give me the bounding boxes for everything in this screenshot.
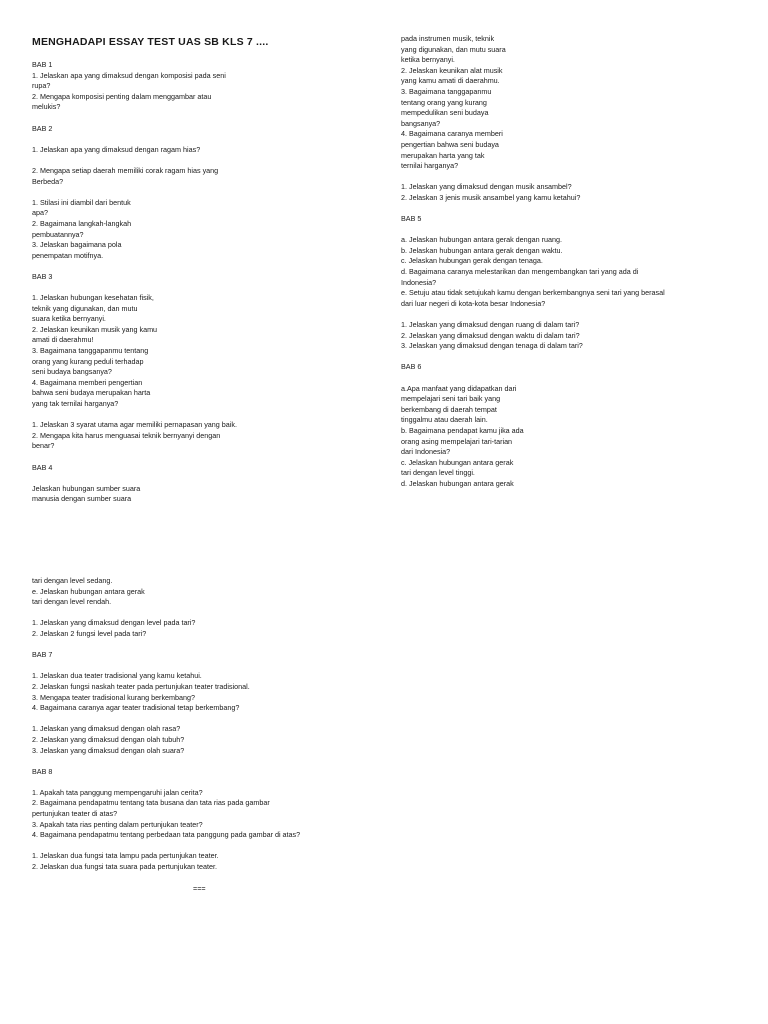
question-line: 2. Jelaskan yang dimaksud dengan olah tubuh? — [32, 734, 185, 744]
question-line: 1. Jelaskan yang dimaksud dengan olah rasa? — [32, 724, 181, 734]
question-line: 2. Mengapa kita harus menguasai teknik bernyanyi dengan — [32, 430, 221, 440]
question-line: 2. Jelaskan yang dimaksud dengan waktu di dalam tari? — [401, 330, 580, 340]
question-line: apa? — [32, 208, 48, 218]
section-heading: BAB 3 — [32, 271, 53, 281]
section-heading: BAB 1 — [32, 60, 53, 69]
left-column-top — [32, 60, 237, 505]
blank-line — [401, 352, 665, 363]
section-heading: BAB 5 — [401, 214, 422, 224]
question-line: Jelaskan hubungan sumber suara — [32, 483, 141, 493]
question-line: 3. Jelaskan yang dimaksud dengan olah suara? — [32, 745, 185, 755]
blank-line — [32, 608, 300, 619]
question-line: 1. Jelaskan yang dimaksud dengan ruang di dalam tari? — [401, 320, 580, 330]
question-line: penempatan motifnya. — [32, 250, 104, 260]
question-line: pada instrumen musik, teknik — [401, 34, 495, 43]
blank-line — [32, 640, 300, 651]
question-line: 2. Jelaskan 3 jenis musik ansambel yang kamu ketahui? — [401, 192, 581, 202]
question-line: 2. Bagaimana pendapatmu tentang tata busana dan tata rias pada gambar — [32, 798, 270, 808]
blank-line — [401, 204, 665, 215]
question-line: 3. Apakah tata rias penting dalam pertunjukan teater? — [32, 819, 203, 829]
question-line: yang kamu amati di daerahmu. — [401, 76, 500, 86]
question-line: 3. Bagaimana tanggapanmu — [401, 86, 492, 96]
question-line: teknik yang digunakan, dan mutu — [32, 303, 138, 313]
question-line: e. Jelaskan hubungan antara gerak — [32, 586, 145, 596]
question-line: 1. Jelaskan dua fungsi tata lampu pada pertunjukan teater. — [32, 851, 219, 861]
question-line: d. Bagaimana caranya melestarikan dan mengembangkan tari yang ada di — [401, 267, 639, 277]
question-line: 3. Bagaimana tanggapanmu tentang — [32, 346, 149, 356]
blank-line — [401, 373, 665, 384]
question-line: 2. Jelaskan fungsi naskah teater pada pertunjukan teater tradisional. — [32, 681, 250, 691]
section-heading: BAB 6 — [401, 362, 422, 372]
question-line: dari luar negeri di kota-kota besar Indonesia? — [401, 298, 546, 308]
question-line: Berbeda? — [32, 176, 64, 186]
question-line: seni budaya bangsanya? — [32, 367, 112, 377]
question-line: berkembang di daerah tempat — [401, 404, 497, 414]
question-line: tinggalmu atau daerah lain. — [401, 415, 488, 425]
question-line: 3. Jelaskan bagaimana pola — [32, 240, 122, 250]
blank-line — [32, 155, 237, 166]
blank-line — [32, 473, 237, 484]
question-line: 4. Bagaimana pendapatmu tentang perbedaan tata panggung pada gambar di atas? — [32, 830, 301, 840]
question-line: b. Jelaskan hubungan antara gerak dengan waktu. — [401, 245, 563, 255]
question-line: pertunjukan teater di atas? — [32, 809, 118, 819]
blank-line — [32, 452, 237, 463]
question-line: tari dengan level sedang. — [32, 576, 113, 585]
question-line: tentang orang yang kurang — [401, 97, 487, 107]
blank-line — [401, 309, 665, 320]
question-line: 3. Mengapa teater tradisional kurang berkembang? — [32, 692, 196, 702]
blank-line — [32, 714, 300, 725]
blank-line — [32, 756, 300, 767]
question-line: benar? — [32, 441, 55, 451]
question-line: b. Bagaimana pendapat kamu jika ada — [401, 425, 524, 435]
question-line: 2. Jelaskan 2 fungsi level pada tari? — [32, 628, 147, 638]
question-line: 1. Apakah tata panggung mempengaruhi jalan cerita? — [32, 787, 203, 797]
question-line: a. Jelaskan hubungan antara gerak dengan ruang. — [401, 235, 563, 245]
question-line: 4. Bagaimana caranya agar teater tradisional tetap berkembang? — [32, 703, 240, 713]
left-column-bottom — [32, 576, 300, 873]
question-line: 2. Jelaskan dua fungsi tata suara pada pertunjukan teater. — [32, 862, 218, 872]
question-line: c. Jelaskan hubungan antara gerak — [401, 457, 514, 467]
question-line: yang tak ternilai harganya? — [32, 399, 119, 408]
blank-line — [32, 134, 237, 145]
question-line: ketika bernyanyi. — [401, 55, 455, 65]
question-line: amati di daerahmu! — [32, 335, 94, 345]
question-line: 2. Jelaskan keunikan alat musik — [401, 65, 503, 75]
right-column-top — [401, 34, 665, 490]
blank-line — [32, 661, 300, 672]
blank-line — [401, 225, 665, 236]
question-line: 4. Bagaimana memberi pengertian — [32, 377, 143, 387]
question-line: d. Jelaskan hubungan antara gerak — [401, 478, 514, 488]
question-line: pembuatannya? — [32, 229, 84, 239]
blank-line — [401, 172, 665, 183]
question-line: 4. Bagaimana caranya memberi — [401, 129, 503, 139]
document-title: MENGHADAPI ESSAY TEST UAS SB KLS 7 .... — [32, 36, 269, 48]
blank-line — [32, 187, 237, 198]
question-line: melukis? — [32, 102, 61, 112]
question-line: a.Apa manfaat yang didapatkan dari — [401, 383, 517, 393]
question-line: merupakan harta yang tak — [401, 150, 485, 160]
question-line: suara ketika bernyanyi. — [32, 314, 106, 324]
question-line: 2. Mengapa setiap daerah memiliki corak ragam hias yang — [32, 165, 219, 175]
question-line: 1. Jelaskan yang dimaksud dengan level pada tari? — [32, 618, 196, 628]
section-heading: BAB 8 — [32, 766, 53, 776]
question-line: 1. Jelaskan apa yang dimaksud dengan komposisi pada seni — [32, 70, 226, 80]
question-line: 2. Bagaimana langkah-langkah — [32, 218, 132, 228]
question-line: orang asing mempelajari tari-tarian — [401, 436, 513, 446]
question-line: manusia dengan sumber suara — [32, 494, 132, 504]
question-line: e. Setuju atau tidak setujukah kamu dengan berkembangnya seni tari yang berasal — [401, 288, 665, 298]
section-heading: BAB 7 — [32, 650, 53, 660]
question-line: bangsanya? — [401, 118, 441, 128]
question-line: ternilai harganya? — [401, 161, 459, 171]
question-line: tari dengan level rendah. — [32, 597, 112, 607]
question-line: 1. Stilasi ini diambil dari bentuk — [32, 197, 131, 207]
blank-line — [32, 410, 237, 421]
question-line: tari dengan level tinggi. — [401, 468, 475, 478]
question-line: mempedulikan seni budaya — [401, 108, 489, 118]
question-line: Indonesia? — [401, 277, 437, 287]
section-heading: BAB 4 — [32, 462, 53, 472]
question-line: 1. Jelaskan yang dimaksud dengan musik ansambel? — [401, 182, 572, 192]
question-line: orang yang kurang peduli terhadap — [32, 356, 144, 366]
question-line: rupa? — [32, 81, 51, 91]
section-heading: BAB 2 — [32, 123, 53, 133]
question-line: 1. Jelaskan apa yang dimaksud dengan ragam hias? — [32, 144, 201, 154]
question-line: 1. Jelaskan hubungan kesehatan fisik, — [32, 293, 154, 303]
question-line: 1. Jelaskan dua teater tradisional yang kamu ketahui. — [32, 671, 202, 681]
question-line: bahwa seni budaya merupakan harta — [32, 388, 151, 398]
question-line: 2. Mengapa komposisi penting dalam menggambar atau — [32, 91, 212, 101]
blank-line — [32, 282, 237, 293]
question-line: mempelajari seni tari baik yang — [401, 394, 501, 404]
blank-line — [32, 777, 300, 788]
end-mark: === — [193, 884, 206, 893]
blank-line — [32, 261, 237, 272]
question-line: pengertian bahwa seni budaya — [401, 139, 499, 149]
question-line: c. Jelaskan hubungan gerak dengan tenaga. — [401, 256, 543, 266]
question-line: 2. Jelaskan keunikan musik yang kamu — [32, 324, 158, 334]
question-line: yang digunakan, dan mutu suara — [401, 44, 506, 54]
blank-line — [32, 113, 237, 124]
question-line: 1. Jelaskan 3 syarat utama agar memiliki pernapasan yang baik. — [32, 420, 237, 430]
blank-line — [32, 841, 300, 852]
question-line: 3. Jelaskan yang dimaksud dengan tenaga di dalam tari? — [401, 341, 583, 351]
question-line: dari Indonesia? — [401, 447, 451, 457]
